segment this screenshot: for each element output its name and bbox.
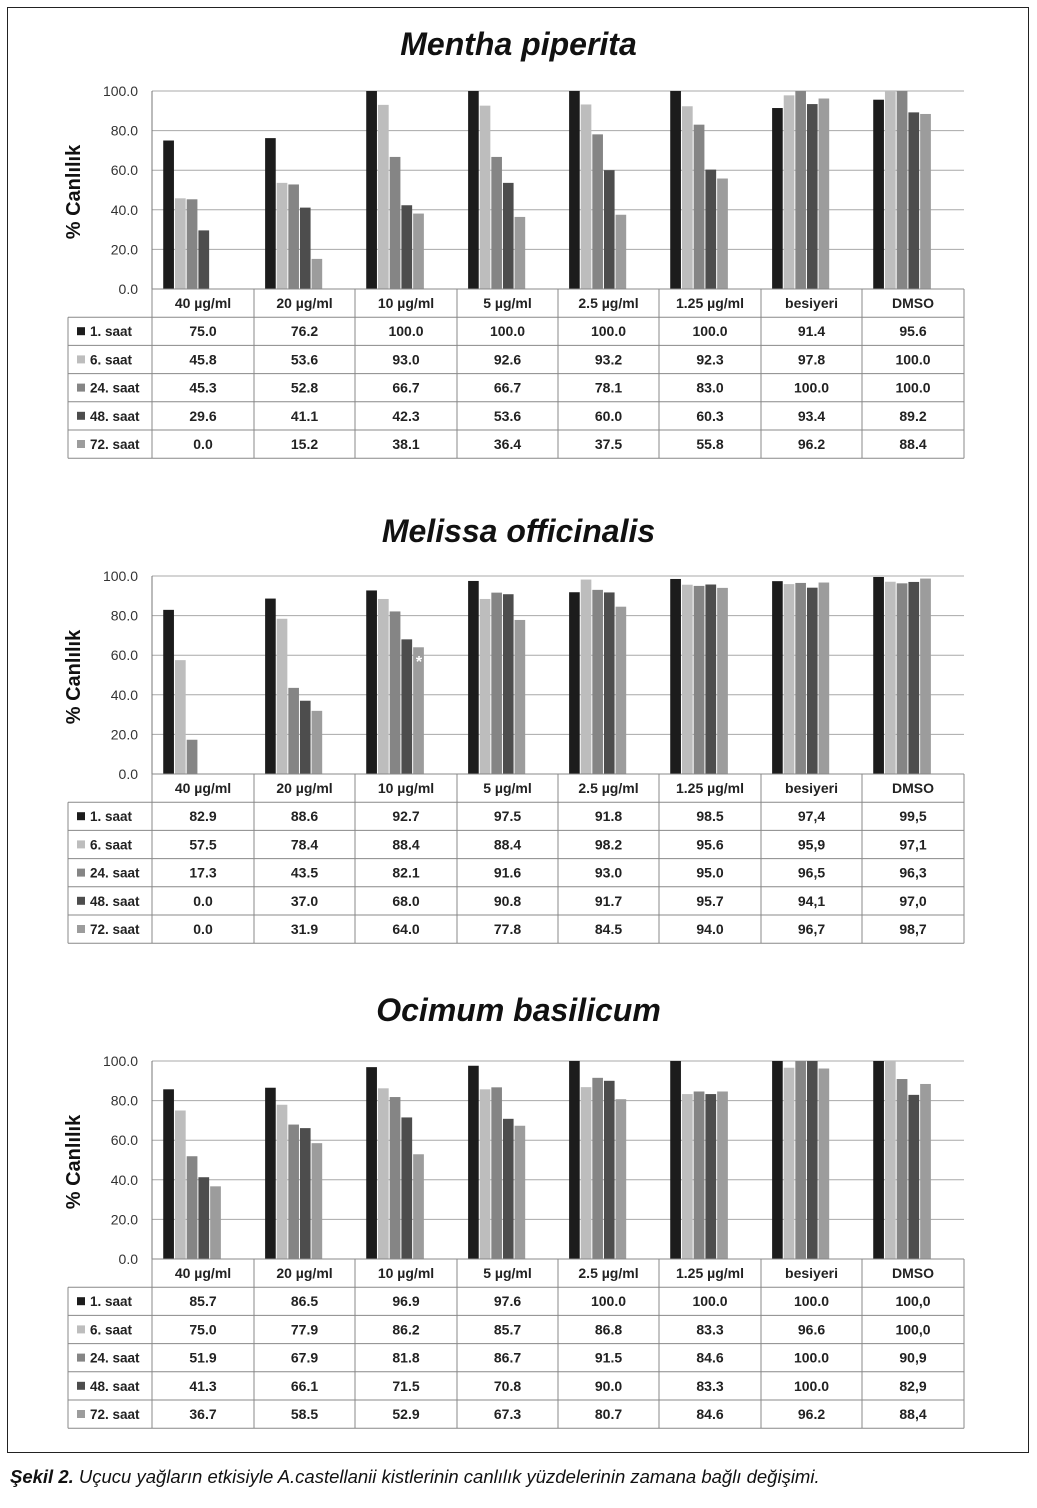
x-category-label: besiyeri bbox=[785, 1265, 838, 1281]
legend-swatch bbox=[77, 897, 85, 905]
data-label: 97.5 bbox=[493, 808, 522, 825]
bar-6saat-7 bbox=[885, 1061, 896, 1259]
bar-48saat-1 bbox=[300, 701, 311, 774]
data-label: 71.5 bbox=[392, 1377, 420, 1394]
x-category-label: 5 µg/ml bbox=[483, 1265, 532, 1281]
data-label: 83.3 bbox=[696, 1321, 724, 1338]
data-label: 100.0 bbox=[590, 323, 627, 340]
data-label: 92.3 bbox=[696, 351, 724, 368]
data-label: 91.5 bbox=[594, 1349, 623, 1366]
data-label: 60.3 bbox=[696, 407, 724, 424]
bar-72saat-4 bbox=[616, 1099, 627, 1259]
bar-24saat-3 bbox=[491, 593, 502, 774]
bar-24saat-4 bbox=[592, 1078, 603, 1259]
data-label: 86.2 bbox=[392, 1321, 420, 1338]
bar-72saat-2 bbox=[413, 1154, 424, 1259]
data-label: 51.9 bbox=[189, 1349, 217, 1366]
data-label: 100.0 bbox=[793, 379, 830, 396]
data-label: 100.0 bbox=[590, 1293, 627, 1310]
y-tick-label: 40.0 bbox=[110, 686, 138, 703]
data-label: 45.8 bbox=[189, 351, 217, 368]
data-label: 41.1 bbox=[290, 407, 319, 424]
bar-72saat-3 bbox=[515, 620, 526, 774]
data-label: 100.0 bbox=[692, 1293, 728, 1310]
legend-label: 48. saat bbox=[90, 408, 140, 424]
data-label: 78.4 bbox=[290, 836, 319, 853]
y-tick-label: 0.0 bbox=[118, 1251, 138, 1267]
data-label: 67.9 bbox=[290, 1349, 319, 1366]
legend-swatch bbox=[77, 840, 85, 848]
figure-caption bbox=[10, 1466, 1030, 1488]
bar-1saat-0 bbox=[163, 1089, 174, 1259]
bar-1saat-3 bbox=[468, 581, 479, 774]
bar-6saat-5 bbox=[682, 1094, 693, 1259]
legend-label: 24. saat bbox=[90, 1350, 140, 1366]
data-label: 97,4 bbox=[797, 808, 826, 825]
data-label: 67.3 bbox=[493, 1406, 522, 1422]
legend-label: 6. saat bbox=[90, 1322, 133, 1338]
data-label: 66.1 bbox=[290, 1377, 319, 1394]
data-label: 42.3 bbox=[392, 407, 420, 424]
y-tick-label: 100.0 bbox=[102, 1053, 138, 1069]
x-category-label: 10 µg/ml bbox=[377, 295, 435, 311]
y-tick-label: 20.0 bbox=[110, 241, 138, 258]
data-label: 85.7 bbox=[493, 1321, 522, 1338]
data-label: 97.6 bbox=[493, 1293, 522, 1310]
data-label: 66.7 bbox=[493, 379, 522, 396]
data-label: 86.7 bbox=[493, 1349, 522, 1366]
data-label: 52.9 bbox=[392, 1406, 420, 1422]
data-label: 82.9 bbox=[189, 808, 217, 825]
x-category-label: 2.5 µg/ml bbox=[578, 780, 639, 796]
bar-72saat-7 bbox=[920, 1084, 931, 1259]
y-tick-label: 80.0 bbox=[110, 122, 138, 139]
data-label: 89.2 bbox=[899, 407, 927, 424]
bar-1saat-4 bbox=[569, 1061, 580, 1259]
caption-text: Uçucu yağların etkisiyle A.castellanii kistlerinin canlılık yüzdelerinin zamana bağlı değişimi. bbox=[78, 1466, 820, 1487]
data-label: 97,0 bbox=[899, 892, 927, 909]
chart-title-mentha: Mentha piperita bbox=[400, 26, 637, 62]
x-category-label: 1.25 µg/ml bbox=[676, 295, 744, 311]
x-category-label: DMSO bbox=[892, 1265, 934, 1281]
data-label: 90,9 bbox=[899, 1349, 927, 1366]
data-label: 93.2 bbox=[594, 351, 623, 368]
bar-48saat-4 bbox=[604, 1081, 615, 1259]
data-label: 88.4 bbox=[899, 436, 927, 452]
y-tick-label: 40.0 bbox=[110, 1171, 138, 1188]
bar-48saat-5 bbox=[705, 585, 716, 774]
data-label: 88.6 bbox=[290, 808, 319, 825]
x-category-label: 5 µg/ml bbox=[483, 295, 532, 311]
bar-1saat-5 bbox=[670, 579, 681, 774]
y-tick-label: 60.0 bbox=[110, 162, 138, 179]
data-label: 100.0 bbox=[895, 379, 931, 396]
data-label: 60.0 bbox=[594, 407, 623, 424]
bar-24saat-5 bbox=[694, 1091, 705, 1259]
data-label: 45.3 bbox=[189, 379, 217, 396]
data-label: 82.1 bbox=[392, 864, 420, 881]
data-label: 98.2 bbox=[594, 836, 623, 853]
bar-48saat-4 bbox=[604, 592, 615, 774]
data-label: 99,5 bbox=[899, 808, 927, 825]
y-axis-title: % Canlılık bbox=[63, 629, 85, 725]
data-label: 0.0 bbox=[193, 892, 213, 909]
bar-1saat-6 bbox=[772, 1061, 783, 1259]
data-label: 53.6 bbox=[493, 407, 522, 424]
legend-label: 72. saat bbox=[90, 437, 140, 452]
y-tick-label: 60.0 bbox=[110, 1132, 138, 1149]
bar-6saat-1 bbox=[277, 619, 288, 774]
bar-24saat-6 bbox=[795, 583, 806, 774]
bar-1saat-4 bbox=[569, 592, 580, 774]
bar-1saat-6 bbox=[772, 581, 783, 774]
legend-swatch bbox=[77, 1410, 85, 1418]
data-label: 82,9 bbox=[899, 1377, 927, 1394]
data-label: 96.9 bbox=[392, 1293, 420, 1310]
x-category-label: 40 µg/ml bbox=[174, 1265, 232, 1281]
x-category-label: 1.25 µg/ml bbox=[676, 780, 744, 796]
legend-label: 1. saat bbox=[90, 324, 133, 340]
data-label: 86.5 bbox=[290, 1293, 319, 1310]
x-category-label: 10 µg/ml bbox=[377, 1265, 435, 1281]
bar-72saat-0 bbox=[210, 1186, 221, 1259]
chart-title-melissa: Melissa officinalis bbox=[381, 513, 656, 549]
data-label: 90.8 bbox=[493, 892, 522, 909]
bar-48saat-3 bbox=[503, 1119, 514, 1259]
y-tick-label: 20.0 bbox=[110, 1211, 138, 1228]
bar-6saat-6 bbox=[784, 1068, 795, 1259]
data-label: 100,0 bbox=[895, 1321, 931, 1338]
data-label: 100.0 bbox=[793, 1349, 830, 1366]
bar-6saat-0 bbox=[175, 1111, 186, 1260]
bar-48saat-5 bbox=[705, 1094, 716, 1259]
data-label: 85.7 bbox=[189, 1293, 217, 1310]
legend-swatch bbox=[77, 812, 85, 820]
x-category-label: DMSO bbox=[892, 295, 934, 311]
data-label: 29.6 bbox=[189, 407, 217, 424]
data-label: 100.0 bbox=[692, 323, 728, 340]
bar-24saat-0 bbox=[187, 1156, 198, 1259]
data-label: 31.9 bbox=[290, 921, 319, 937]
bar-1saat-2 bbox=[366, 1067, 377, 1259]
bar-6saat-3 bbox=[480, 599, 491, 774]
legend-swatch bbox=[77, 925, 85, 933]
bar-72saat-1 bbox=[312, 711, 323, 774]
x-category-label: 2.5 µg/ml bbox=[578, 1265, 639, 1281]
y-axis-title: % Canlılık bbox=[63, 144, 85, 240]
bar-1saat-2 bbox=[366, 590, 377, 774]
data-label: 76.2 bbox=[290, 323, 319, 340]
data-label: 92.6 bbox=[493, 351, 522, 368]
data-label: 36.7 bbox=[189, 1406, 217, 1422]
bar-24saat-6 bbox=[795, 1061, 806, 1259]
x-category-label: besiyeri bbox=[785, 295, 838, 311]
y-tick-label: 100.0 bbox=[102, 568, 138, 584]
data-label: 96.6 bbox=[797, 1321, 826, 1338]
data-label: 91.8 bbox=[594, 808, 623, 825]
y-tick-label: 20.0 bbox=[110, 726, 138, 743]
legend-swatch bbox=[77, 1382, 85, 1390]
data-label: 90.0 bbox=[594, 1377, 623, 1394]
bar-24saat-0 bbox=[187, 740, 198, 774]
bar-48saat-7 bbox=[908, 1095, 919, 1259]
legend-label: 1. saat bbox=[90, 809, 133, 825]
data-label: 100,0 bbox=[895, 1293, 931, 1310]
data-label: 64.0 bbox=[392, 921, 420, 937]
data-label: 91.6 bbox=[493, 864, 522, 881]
bar-72saat-5 bbox=[717, 588, 728, 774]
bar-48saat-2 bbox=[401, 639, 412, 774]
bar-1saat-7 bbox=[873, 577, 884, 774]
bar-6saat-5 bbox=[682, 585, 693, 774]
data-label: 88.4 bbox=[392, 836, 420, 853]
x-category-label: 10 µg/ml bbox=[377, 780, 435, 796]
legend-label: 6. saat bbox=[90, 837, 133, 853]
x-category-label: 20 µg/ml bbox=[276, 1265, 333, 1281]
bar-6saat-3 bbox=[480, 1089, 491, 1259]
bar-24saat-3 bbox=[491, 1087, 502, 1259]
y-axis-title: % Canlılık bbox=[63, 1114, 85, 1210]
bar-48saat-2 bbox=[401, 1117, 412, 1259]
y-tick-label: 80.0 bbox=[110, 1092, 138, 1109]
data-label: 68.0 bbox=[392, 892, 420, 909]
bar-72saat-6 bbox=[819, 1069, 830, 1259]
data-label: 96,5 bbox=[797, 864, 826, 881]
x-category-label: 1.25 µg/ml bbox=[676, 1265, 744, 1281]
bar-6saat-1 bbox=[277, 1105, 288, 1259]
bar-1saat-1 bbox=[265, 1088, 276, 1259]
data-label: 43.5 bbox=[290, 864, 319, 881]
bar-24saat-2 bbox=[390, 1097, 401, 1259]
data-label: 84.5 bbox=[594, 921, 623, 937]
data-label: 95.0 bbox=[696, 864, 724, 881]
bar-48saat-0 bbox=[198, 1177, 209, 1259]
bar-72saat-3 bbox=[515, 1126, 526, 1259]
bar-24saat-7 bbox=[897, 583, 908, 774]
data-label: 98,7 bbox=[899, 921, 927, 937]
data-label: 80.7 bbox=[594, 1406, 623, 1422]
bar-48saat-7 bbox=[908, 582, 919, 774]
data-label: 70.8 bbox=[493, 1377, 522, 1394]
data-label: 81.8 bbox=[392, 1349, 420, 1366]
data-label: 66.7 bbox=[392, 379, 420, 396]
bar-72saat-1 bbox=[312, 1143, 323, 1259]
x-category-label: 20 µg/ml bbox=[276, 295, 333, 311]
x-category-label: DMSO bbox=[892, 780, 934, 796]
y-tick-label: 60.0 bbox=[110, 647, 138, 664]
data-label: 96.2 bbox=[797, 436, 826, 452]
bar-72saat-7 bbox=[920, 579, 931, 774]
data-label: 41.3 bbox=[189, 1377, 217, 1394]
data-label: 94,1 bbox=[797, 892, 826, 909]
bar-1saat-7 bbox=[873, 1061, 884, 1259]
x-category-label: 40 µg/ml bbox=[174, 780, 232, 796]
data-label: 93.4 bbox=[797, 407, 826, 424]
data-label: 37.0 bbox=[290, 892, 319, 909]
data-label: 88.4 bbox=[493, 836, 522, 853]
chart-title-ocimum: Ocimum basilicum bbox=[376, 992, 661, 1028]
legend-label: 6. saat bbox=[90, 352, 133, 368]
data-label: 75.0 bbox=[189, 323, 217, 340]
bar-6saat-7 bbox=[885, 582, 896, 774]
legend-swatch bbox=[77, 1297, 85, 1305]
bar-24saat-1 bbox=[288, 688, 299, 774]
data-label: 15.2 bbox=[290, 436, 319, 452]
data-label: 78.1 bbox=[594, 379, 623, 396]
bar-6saat-2 bbox=[378, 599, 389, 774]
y-tick-label: 0.0 bbox=[118, 766, 138, 782]
legend-label: 72. saat bbox=[90, 1407, 140, 1422]
data-label: 95.6 bbox=[899, 323, 927, 340]
data-label: 0.0 bbox=[193, 436, 213, 452]
data-label: 98.5 bbox=[696, 808, 724, 825]
bar-24saat-5 bbox=[694, 586, 705, 774]
data-label: 95.6 bbox=[696, 836, 724, 853]
data-label: 96.2 bbox=[797, 1406, 826, 1422]
data-label: 97,1 bbox=[899, 836, 927, 853]
data-label: 83.3 bbox=[696, 1377, 724, 1394]
legend-swatch bbox=[77, 1325, 85, 1333]
x-category-label: 40 µg/ml bbox=[174, 295, 232, 311]
data-label: 93.0 bbox=[392, 351, 420, 368]
bar-24saat-2 bbox=[390, 611, 401, 774]
bar-24saat-4 bbox=[592, 590, 603, 774]
y-tick-label: 0.0 bbox=[118, 281, 138, 297]
bar-6saat-4 bbox=[581, 580, 592, 774]
data-label: 84.6 bbox=[696, 1349, 724, 1366]
data-label: 91.4 bbox=[797, 323, 826, 340]
data-label: 0.0 bbox=[193, 921, 213, 937]
x-category-label: besiyeri bbox=[785, 780, 838, 796]
data-label: 53.6 bbox=[290, 351, 319, 368]
bar-1saat-5 bbox=[670, 1061, 681, 1259]
data-label: 77.8 bbox=[493, 921, 522, 937]
data-label: 75.0 bbox=[189, 1321, 217, 1338]
y-tick-label: 40.0 bbox=[110, 201, 138, 218]
bar-6saat-4 bbox=[581, 1087, 592, 1259]
data-label: 36.4 bbox=[493, 436, 522, 452]
legend-swatch bbox=[77, 1354, 85, 1362]
bar-48saat-6 bbox=[807, 588, 818, 774]
bar-72saat-6 bbox=[819, 583, 830, 774]
data-label: 97.8 bbox=[797, 351, 826, 368]
data-label: 92.7 bbox=[392, 808, 420, 825]
bar-24saat-1 bbox=[288, 1125, 299, 1259]
data-label: 52.8 bbox=[290, 379, 319, 396]
data-label: 96,7 bbox=[797, 921, 826, 937]
bar-72saat-5 bbox=[717, 1091, 728, 1259]
bar-1saat-1 bbox=[265, 599, 276, 774]
data-label: 93.0 bbox=[594, 864, 623, 881]
data-label: 100.0 bbox=[895, 351, 931, 368]
x-category-label: 5 µg/ml bbox=[483, 780, 532, 796]
data-label: 96,3 bbox=[899, 864, 927, 881]
data-label: 37.5 bbox=[594, 436, 623, 452]
bar-72saat-4 bbox=[616, 607, 627, 774]
data-label: 86.8 bbox=[594, 1321, 623, 1338]
data-label: 58.5 bbox=[290, 1406, 319, 1422]
data-label: 94.0 bbox=[696, 921, 724, 937]
data-label: 100.0 bbox=[793, 1377, 830, 1394]
bar-6saat-6 bbox=[784, 584, 795, 774]
y-tick-label: 100.0 bbox=[102, 83, 138, 99]
data-label: 84.6 bbox=[696, 1406, 724, 1422]
x-category-label: 2.5 µg/ml bbox=[578, 295, 639, 311]
legend-label: 1. saat bbox=[90, 1294, 133, 1310]
data-label: 17.3 bbox=[189, 864, 217, 881]
data-label: 100.0 bbox=[793, 1293, 830, 1310]
bar-1saat-3 bbox=[468, 1066, 479, 1259]
y-tick-label: 80.0 bbox=[110, 607, 138, 624]
caption-label: Şekil 2. bbox=[10, 1466, 74, 1487]
data-label: 100.0 bbox=[388, 323, 424, 340]
legend-label: 48. saat bbox=[90, 1378, 140, 1394]
legend-label: 24. saat bbox=[90, 380, 140, 396]
data-label: 95.7 bbox=[696, 892, 724, 909]
significance-asterisk: * bbox=[415, 654, 423, 672]
legend-label: 48. saat bbox=[90, 893, 140, 909]
data-label: 55.8 bbox=[696, 436, 724, 452]
bar-48saat-6 bbox=[807, 1061, 818, 1259]
bar-6saat-2 bbox=[378, 1088, 389, 1259]
data-label: 100.0 bbox=[489, 323, 526, 340]
bar-1saat-0 bbox=[163, 610, 174, 774]
bar-48saat-1 bbox=[300, 1128, 311, 1259]
data-label: 95,9 bbox=[797, 836, 826, 853]
data-label: 83.0 bbox=[696, 379, 724, 396]
legend-label: 24. saat bbox=[90, 865, 140, 881]
data-label: 88,4 bbox=[899, 1406, 927, 1422]
data-label: 91.7 bbox=[594, 892, 623, 909]
data-label: 38.1 bbox=[392, 436, 420, 452]
legend-swatch bbox=[77, 869, 85, 877]
bar-24saat-7 bbox=[897, 1079, 908, 1259]
data-label: 57.5 bbox=[189, 836, 217, 853]
legend-label: 72. saat bbox=[90, 922, 140, 937]
x-category-label: 20 µg/ml bbox=[276, 780, 333, 796]
bar-48saat-3 bbox=[503, 594, 514, 774]
data-label: 77.9 bbox=[290, 1321, 319, 1338]
bar-6saat-0 bbox=[175, 660, 186, 774]
